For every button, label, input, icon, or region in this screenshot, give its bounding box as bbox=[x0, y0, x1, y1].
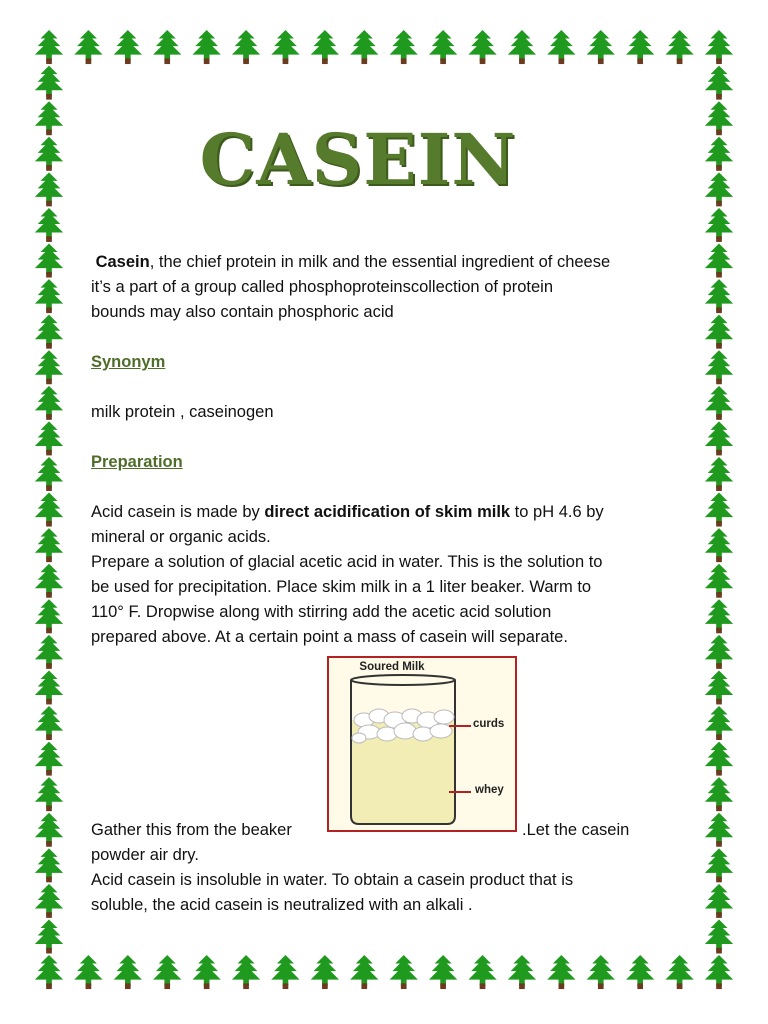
tree-icon bbox=[705, 208, 733, 242]
intro-line-3: bounds may also contain phosphoric acid bbox=[91, 303, 394, 321]
figure-title: Soured Milk bbox=[359, 661, 425, 673]
tree-icon bbox=[587, 955, 615, 989]
tree-icon bbox=[232, 955, 260, 989]
preparation-p1-post: to pH 4.6 by bbox=[510, 503, 604, 521]
tree-icon bbox=[35, 742, 63, 776]
tree-icon bbox=[35, 564, 63, 598]
tree-icon bbox=[626, 30, 654, 64]
tree-icon bbox=[35, 777, 63, 811]
intro-line-2: it’s a part of a group called phosphoproteinscollection of protein bbox=[91, 278, 553, 296]
label-whey: whey bbox=[475, 784, 504, 796]
tree-icon bbox=[153, 955, 181, 989]
tree-icon bbox=[311, 955, 339, 989]
preparation-line-2: mineral or organic acids. bbox=[91, 528, 271, 546]
tree-icon bbox=[153, 30, 181, 64]
tree-icon bbox=[35, 528, 63, 562]
tree-icon bbox=[35, 244, 63, 278]
preparation-p1-pre: Acid casein is made by bbox=[91, 503, 265, 521]
tree-icon bbox=[192, 955, 220, 989]
preparation-line-3: Prepare a solution of glacial acetic acid in water. This is the solution to bbox=[91, 553, 603, 571]
gather-right: .Let the casein bbox=[522, 821, 630, 839]
intro-term: Casein bbox=[95, 253, 150, 271]
tree-icon bbox=[390, 955, 418, 989]
beaker-illustration bbox=[329, 658, 515, 830]
tree-icon bbox=[705, 457, 733, 491]
tree-icon bbox=[705, 777, 733, 811]
closing-line-3: Acid casein is insoluble in water. To obtain a casein product that is bbox=[91, 871, 574, 889]
tree-icon bbox=[705, 30, 733, 64]
tree-icon bbox=[508, 955, 536, 989]
soured-milk-figure bbox=[327, 656, 517, 832]
tree-icon bbox=[665, 30, 693, 64]
tree-icon bbox=[705, 670, 733, 704]
tree-icon bbox=[705, 528, 733, 562]
tree-icon bbox=[705, 386, 733, 420]
preparation-heading: Preparation bbox=[91, 453, 183, 471]
tree-icon bbox=[705, 635, 733, 669]
tree-icon bbox=[547, 955, 575, 989]
tree-icon bbox=[192, 30, 220, 64]
document-body bbox=[91, 250, 681, 650]
tree-icon bbox=[705, 493, 733, 527]
tree-icon bbox=[74, 30, 102, 64]
tree-icon bbox=[35, 813, 63, 847]
tree-icon bbox=[705, 848, 733, 882]
tree-icon bbox=[705, 244, 733, 278]
tree-icon bbox=[35, 279, 63, 313]
tree-icon bbox=[114, 955, 142, 989]
tree-icon bbox=[35, 706, 63, 740]
tree-icon bbox=[390, 30, 418, 64]
tree-icon bbox=[705, 350, 733, 384]
tree-icon bbox=[705, 955, 733, 989]
tree-icon bbox=[626, 955, 654, 989]
preparation-line-6: prepared above. At a certain point a mass of casein will separate. bbox=[91, 628, 568, 646]
tree-icon bbox=[232, 30, 260, 64]
tree-icon bbox=[350, 30, 378, 64]
closing-line-2: powder air dry. bbox=[91, 846, 199, 864]
tree-icon bbox=[547, 30, 575, 64]
preparation-emphasis: direct acidification of skim milk bbox=[264, 503, 511, 521]
tree-icon bbox=[35, 208, 63, 242]
tree-icon bbox=[705, 919, 733, 953]
tree-icon bbox=[35, 457, 63, 491]
tree-icon bbox=[429, 30, 457, 64]
tree-icon bbox=[35, 493, 63, 527]
label-curds: curds bbox=[473, 718, 505, 730]
tree-icon bbox=[468, 30, 496, 64]
tree-icon bbox=[468, 955, 496, 989]
closing-line-4: soluble, the acid casein is neutralized with an alkali . bbox=[91, 896, 473, 914]
tree-icon bbox=[429, 955, 457, 989]
synonym-text: milk protein , caseinogen bbox=[91, 403, 274, 421]
tree-icon bbox=[35, 315, 63, 349]
page-title: CASEIN bbox=[199, 118, 517, 201]
tree-icon bbox=[705, 315, 733, 349]
tree-icon bbox=[508, 30, 536, 64]
tree-icon bbox=[665, 955, 693, 989]
tree-icon bbox=[705, 742, 733, 776]
tree-icon bbox=[35, 421, 63, 455]
gather-left: Gather this from the beaker bbox=[91, 821, 292, 839]
tree-icon bbox=[35, 884, 63, 918]
tree-icon bbox=[35, 635, 63, 669]
tree-icon bbox=[271, 30, 299, 64]
tree-icon bbox=[271, 955, 299, 989]
preparation-line-5: 110° F. Dropwise along with stirring add the acetic acid solution bbox=[91, 603, 552, 621]
preparation-line-1 bbox=[91, 500, 681, 525]
tree-icon bbox=[35, 386, 63, 420]
tree-icon bbox=[35, 599, 63, 633]
tree-icon bbox=[35, 670, 63, 704]
tree-icon bbox=[705, 813, 733, 847]
tree-icon bbox=[35, 66, 63, 100]
tree-icon bbox=[705, 599, 733, 633]
closing-section bbox=[91, 818, 681, 918]
tree-icon bbox=[35, 919, 63, 953]
tree-icon bbox=[705, 66, 733, 100]
tree-icon bbox=[587, 30, 615, 64]
tree-icon bbox=[350, 955, 378, 989]
intro-paragraph bbox=[91, 250, 681, 275]
tree-icon bbox=[705, 279, 733, 313]
tree-icon bbox=[35, 955, 63, 989]
tree-icon bbox=[705, 706, 733, 740]
tree-icon bbox=[35, 848, 63, 882]
tree-icon bbox=[35, 30, 63, 64]
tree-icon bbox=[74, 955, 102, 989]
tree-icon bbox=[705, 421, 733, 455]
tree-icon bbox=[35, 350, 63, 384]
preparation-line-4: be used for precipitation. Place skim milk in a 1 liter beaker. Warm to bbox=[91, 578, 592, 596]
synonym-heading: Synonym bbox=[91, 353, 166, 371]
tree-icon bbox=[705, 884, 733, 918]
tree-icon bbox=[705, 564, 733, 598]
gather-line bbox=[91, 818, 681, 843]
intro-line-1: , the chief protein in milk and the essential ingredient of cheese bbox=[149, 253, 611, 271]
tree-icon bbox=[114, 30, 142, 64]
tree-icon bbox=[311, 30, 339, 64]
